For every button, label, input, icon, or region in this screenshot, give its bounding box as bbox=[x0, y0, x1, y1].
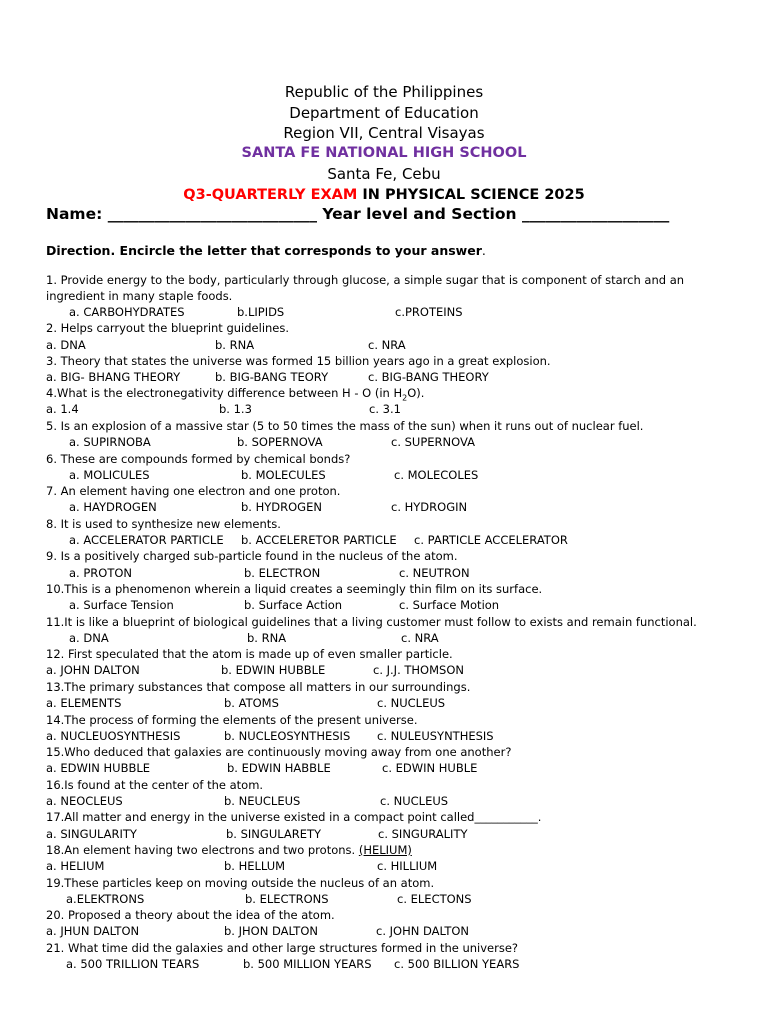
option-c[interactable]: c. J.J. THOMSON bbox=[373, 663, 464, 677]
question-text: 7. An element having one electron and one proton. bbox=[46, 484, 341, 498]
option-b[interactable]: b. Surface Action bbox=[244, 598, 343, 612]
option-c[interactable]: c. SUPERNOVA bbox=[391, 435, 475, 449]
exam-title-red: Q3-QUARTERLY EXAM bbox=[183, 187, 358, 203]
option-b[interactable]: b. NEUCLEUS bbox=[224, 794, 301, 808]
question-text: 2. Helps carryout the blueprint guidelines. bbox=[46, 321, 290, 335]
option-a[interactable]: a. HELIUM bbox=[46, 859, 105, 873]
option-c[interactable]: c. HYDROGIN bbox=[391, 500, 468, 514]
option-a[interactable]: a. PROTON bbox=[69, 566, 133, 580]
option-c[interactable]: c. NUCLEUS bbox=[380, 794, 449, 808]
question-text: 1. Provide energy to the body, particularly through glucose, a simple sugar that is component of starch and an bbox=[46, 273, 685, 287]
option-a[interactable]: a. EDWIN HUBBLE bbox=[46, 761, 151, 775]
option-c[interactable]: c. EDWIN HUBLE bbox=[382, 761, 478, 775]
option-b[interactable]: b. RNA bbox=[247, 631, 287, 645]
option-b[interactable]: b. EDWIN HABBLE bbox=[227, 761, 331, 775]
option-c[interactable]: c. NRA bbox=[368, 338, 406, 352]
question-text-main: 18.An element having two electrons and two protons. bbox=[46, 843, 359, 857]
option-a[interactable]: a. ELEMENTS bbox=[46, 696, 122, 710]
question-text-cont: ingredient in many staple foods. bbox=[46, 289, 233, 303]
subscript-2: 2 bbox=[402, 393, 408, 403]
question-text: 13.The primary substances that compose all matters in our surroundings. bbox=[46, 680, 471, 694]
question-text: 9. Is a positively charged sub-particle found in the nucleus of the atom. bbox=[46, 549, 458, 563]
exam-title bbox=[0, 185, 768, 205]
option-b[interactable]: b. ACCELERETOR PARTICLE bbox=[241, 533, 397, 547]
question-text: 5. Is an explosion of a massive star (5 to 50 times the mass of the sun) when it runs out of nuclear fuel. bbox=[46, 419, 644, 433]
option-c[interactable]: c. NEUTRON bbox=[399, 566, 470, 580]
option-c[interactable]: c. NRA bbox=[401, 631, 439, 645]
option-a[interactable]: a. BIG- BHANG THEORY bbox=[46, 370, 181, 384]
school-location: Santa Fe, Cebu bbox=[327, 165, 441, 183]
option-a[interactable]: a. SINGULARITY bbox=[46, 827, 137, 841]
question-text: 15.Who deduced that galaxies are continuously moving away from one another? bbox=[46, 745, 512, 759]
option-b[interactable]: b. HELLUM bbox=[224, 859, 286, 873]
option-a[interactable]: a. NEOCLEUS bbox=[46, 794, 123, 808]
option-a[interactable]: a. JOHN DALTON bbox=[46, 663, 140, 677]
option-c[interactable]: c. 500 BILLION YEARS bbox=[394, 957, 520, 971]
option-c[interactable]: c. SINGURALITY bbox=[378, 827, 468, 841]
option-c[interactable]: c. PARTICLE ACCELERATOR bbox=[414, 533, 568, 547]
option-c[interactable]: c. JOHN DALTON bbox=[376, 924, 470, 938]
exam-title-rest: IN PHYSICAL SCIENCE 2025 bbox=[357, 187, 585, 203]
direction-period: . bbox=[481, 243, 486, 258]
option-b[interactable]: b. JHON DALTON bbox=[224, 924, 318, 938]
option-b[interactable]: b. NUCLEOSYNTHESIS bbox=[224, 729, 351, 743]
option-b[interactable]: b. ELECTRONS bbox=[245, 892, 329, 906]
question-text: 19.These particles keep on moving outside the nucleus of an atom. bbox=[46, 876, 435, 890]
option-b[interactable]: b. SINGULARETY bbox=[226, 827, 322, 841]
answer-underlined: (HELIUM) bbox=[358, 843, 412, 857]
option-a[interactable]: a. DNA bbox=[46, 338, 86, 352]
option-a[interactable]: a. NUCLEUOSYNTHESIS bbox=[46, 729, 181, 743]
option-a[interactable]: a. MOLICULES bbox=[69, 468, 150, 482]
option-c[interactable]: c. HILLIUM bbox=[377, 859, 438, 873]
option-a[interactable]: a. Surface Tension bbox=[69, 598, 174, 612]
option-c[interactable]: c. Surface Motion bbox=[399, 598, 500, 612]
option-c[interactable]: c. 3.1 bbox=[369, 402, 401, 416]
direction-text: Direction. Encircle the letter that corresponds to your answer bbox=[46, 243, 482, 258]
direction bbox=[46, 243, 486, 258]
school-name: SANTA FE NATIONAL HIGH SCHOOL bbox=[241, 145, 527, 161]
option-b[interactable]: b. 500 MILLION YEARS bbox=[243, 957, 372, 971]
header-region: Region VII, Central Visayas bbox=[283, 124, 485, 142]
option-b[interactable]: b. RNA bbox=[215, 338, 255, 352]
question-text: 14.The process of forming the elements of the present universe. bbox=[46, 713, 418, 727]
option-a[interactable]: a.ELEKTRONS bbox=[66, 892, 145, 906]
question-text: 21. What time did the galaxies and other large structures formed in the universe? bbox=[46, 941, 519, 955]
question-text: 16.Is found at the center of the atom. bbox=[46, 778, 264, 792]
option-b[interactable]: b. ELECTRON bbox=[244, 566, 321, 580]
question-text: 8. It is used to synthesize new elements. bbox=[46, 517, 281, 531]
question-text-end: O). bbox=[407, 386, 425, 400]
question-text bbox=[46, 843, 746, 858]
option-c[interactable]: c. ELECTONS bbox=[397, 892, 472, 906]
question-text: 3. Theory that states the universe was formed 15 billion years ago in a great explosion. bbox=[46, 354, 551, 368]
option-b[interactable]: b. EDWIN HUBBLE bbox=[221, 663, 326, 677]
option-a[interactable]: a. SUPIRNOBA bbox=[69, 435, 151, 449]
option-b[interactable]: b.LIPIDS bbox=[237, 305, 285, 319]
option-b[interactable]: b. MOLECULES bbox=[241, 468, 326, 482]
option-b[interactable]: b. SOPERNOVA bbox=[237, 435, 323, 449]
option-c[interactable]: c. BIG-BANG THEORY bbox=[368, 370, 489, 384]
question-text: 17.All matter and energy in the universe existed in a compact point called___________. bbox=[46, 810, 542, 824]
question-text: 6. These are compounds formed by chemical bonds? bbox=[46, 452, 351, 466]
option-a[interactable]: a. 1.4 bbox=[46, 402, 79, 416]
question-text-main: 4.What is the electronegativity difference between H - O (in H bbox=[46, 386, 403, 400]
option-a[interactable]: a. ACCELERATOR PARTICLE bbox=[69, 533, 224, 547]
name-section-line: Name: ___________________________ Year level and Section ___________________ bbox=[46, 205, 670, 223]
option-c[interactable]: c.PROTEINS bbox=[395, 305, 463, 319]
option-b[interactable]: b. HYDROGEN bbox=[241, 500, 322, 514]
option-a[interactable]: a. 500 TRILLION TEARS bbox=[66, 957, 200, 971]
option-b[interactable]: b. ATOMS bbox=[224, 696, 279, 710]
header-department: Department of Education bbox=[289, 104, 479, 122]
header-republic: Republic of the Philippines bbox=[284, 83, 484, 101]
question-text: 11.It is like a blueprint of biological guidelines that a living customer must follow to exists and remain functional. bbox=[46, 615, 697, 629]
option-c[interactable]: c. MOLECOLES bbox=[394, 468, 479, 482]
option-c[interactable]: c. NULEUSYNTHESIS bbox=[377, 729, 494, 743]
option-c[interactable]: c. NUCLEUS bbox=[377, 696, 446, 710]
question-text: 10.This is a phenomenon wherein a liquid creates a seemingly thin film on its surface. bbox=[46, 582, 543, 596]
question-text: 20. Proposed a theory about the idea of the atom. bbox=[46, 908, 335, 922]
option-a[interactable]: a. CARBOHYDRATES bbox=[69, 305, 185, 319]
option-a[interactable]: a. DNA bbox=[69, 631, 109, 645]
option-a[interactable]: a. JHUN DALTON bbox=[46, 924, 140, 938]
option-a[interactable]: a. HAYDROGEN bbox=[69, 500, 157, 514]
question-text: 12. First speculated that the atom is made up of even smaller particle. bbox=[46, 647, 453, 661]
option-b[interactable]: b. 1.3 bbox=[219, 402, 252, 416]
option-b[interactable]: b. BIG-BANG TEORY bbox=[215, 370, 329, 384]
